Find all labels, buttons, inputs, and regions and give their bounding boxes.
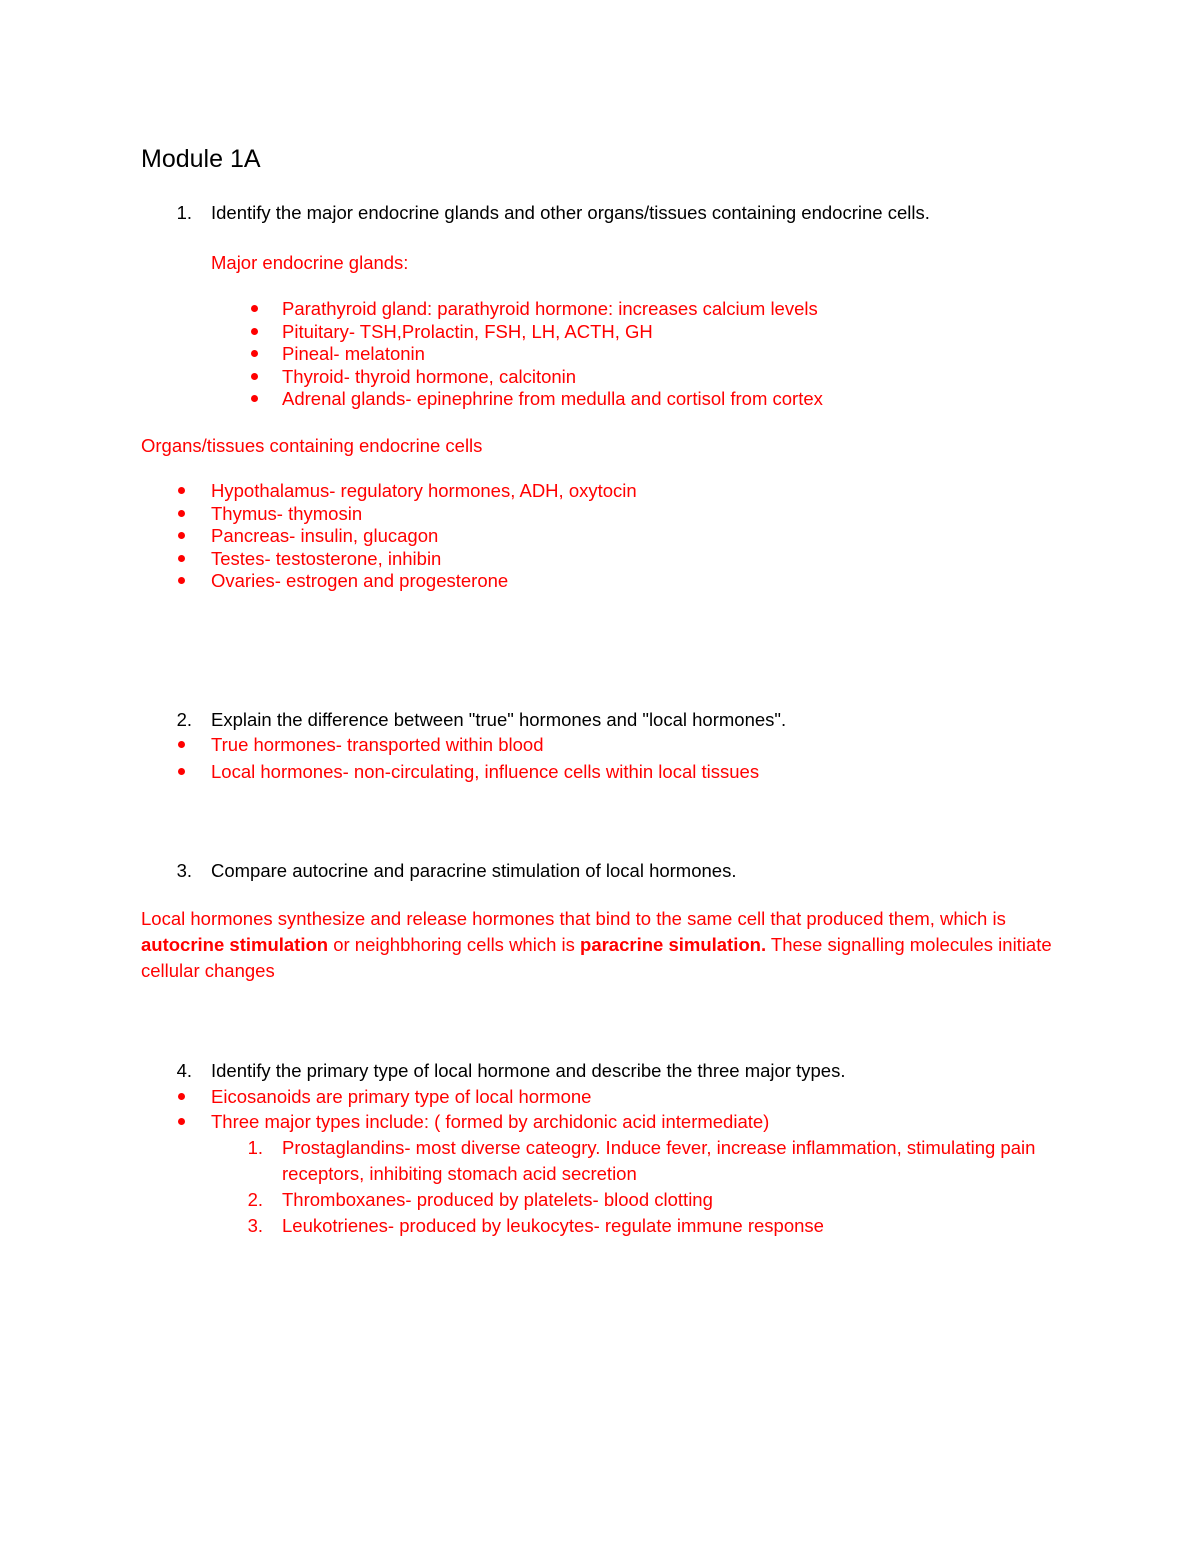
organ-item: Hypothalamus- regulatory hormones, ADH, oxytocin xyxy=(211,480,637,501)
q2-question: Explain the difference between "true" hormones and "local hormones". xyxy=(211,709,787,730)
major-glands-heading: Major endocrine glands: xyxy=(211,252,409,273)
q4-subitem-number: 1. xyxy=(247,1137,263,1158)
organs-heading: Organs/tissues containing endocrine cells xyxy=(141,435,483,456)
bullet-icon xyxy=(178,510,185,517)
major-gland-item: Adrenal glands- epinephrine from medulla and cortisol from cortex xyxy=(282,388,823,409)
page-title: Module 1A xyxy=(141,145,261,173)
bullet-icon xyxy=(251,305,258,312)
q4-subitem-number: 2. xyxy=(247,1189,263,1210)
q4-number: 4. xyxy=(176,1060,192,1081)
q4-subitem-text: Leukotrienes- produced by leukocytes- regulate immune response xyxy=(282,1215,824,1236)
major-gland-item: Thyroid- thyroid hormone, calcitonin xyxy=(282,366,577,387)
bullet-icon xyxy=(178,1118,185,1125)
bullet-icon xyxy=(251,373,258,380)
organ-item: Pancreas- insulin, glucagon xyxy=(211,525,439,546)
organ-item: Thymus- thymosin xyxy=(211,503,363,524)
major-gland-item: Parathyroid gland: parathyroid hormone: increases calcium levels xyxy=(282,298,818,319)
bullet-icon xyxy=(178,768,185,775)
bullet-icon xyxy=(178,555,185,562)
major-gland-item: Pineal- melatonin xyxy=(282,343,425,364)
q2-answer-item: True hormones- transported within blood xyxy=(211,734,544,755)
q3-answer-bold: autocrine stimulation xyxy=(141,934,329,955)
major-gland-item: Pituitary- TSH,Prolactin, FSH, LH, ACTH, GH xyxy=(282,321,653,342)
q4-subitem-text: Prostaglandins- most diverse cateogry. Induce fever, increase inflammation, stimulating pain receptors, inhibiting stomach acid secretion xyxy=(282,1137,1036,1184)
q4-subitem-text: Thromboxanes- produced by platelets- blood clotting xyxy=(282,1189,713,1210)
q4-subitem-number: 3. xyxy=(247,1215,263,1236)
q4-answer-item: Eicosanoids are primary type of local hormone xyxy=(211,1086,592,1107)
bullet-icon xyxy=(251,395,258,402)
q2-number: 2. xyxy=(176,709,192,730)
q4-answer-item: Three major types include: ( formed by archidonic acid intermediate) xyxy=(211,1111,770,1132)
q1-number: 1. xyxy=(176,202,192,223)
bullet-icon xyxy=(251,328,258,335)
bullet-icon xyxy=(178,532,185,539)
q3-answer-paragraph xyxy=(141,906,1076,984)
q2-answer-item: Local hormones- non-circulating, influence cells within local tissues xyxy=(211,761,760,782)
q3-answer-bold: paracrine simulation. xyxy=(580,934,767,955)
organ-item: Testes- testosterone, inhibin xyxy=(211,548,442,569)
q3-number: 3. xyxy=(176,860,192,881)
q3-answer-text: These signalling molecules initiate cellular changes xyxy=(141,934,1052,981)
bullet-icon xyxy=(251,350,258,357)
q1-question: Identify the major endocrine glands and other organs/tissues containing endocrine cells. xyxy=(211,202,930,223)
organ-item: Ovaries- estrogen and progesterone xyxy=(211,570,509,591)
q4-question: Identify the primary type of local hormone and describe the three major types. xyxy=(211,1060,846,1081)
bullet-icon xyxy=(178,577,185,584)
q3-question: Compare autocrine and paracrine stimulation of local hormones. xyxy=(211,860,737,881)
bullet-icon xyxy=(178,1093,185,1100)
bullet-icon xyxy=(178,487,185,494)
bullet-icon xyxy=(178,741,185,748)
q3-answer-text: Local hormones synthesize and release hormones that bind to the same cell that produced them, which is xyxy=(141,908,1006,929)
q3-answer-text: or neighbhoring cells which is xyxy=(328,934,581,955)
